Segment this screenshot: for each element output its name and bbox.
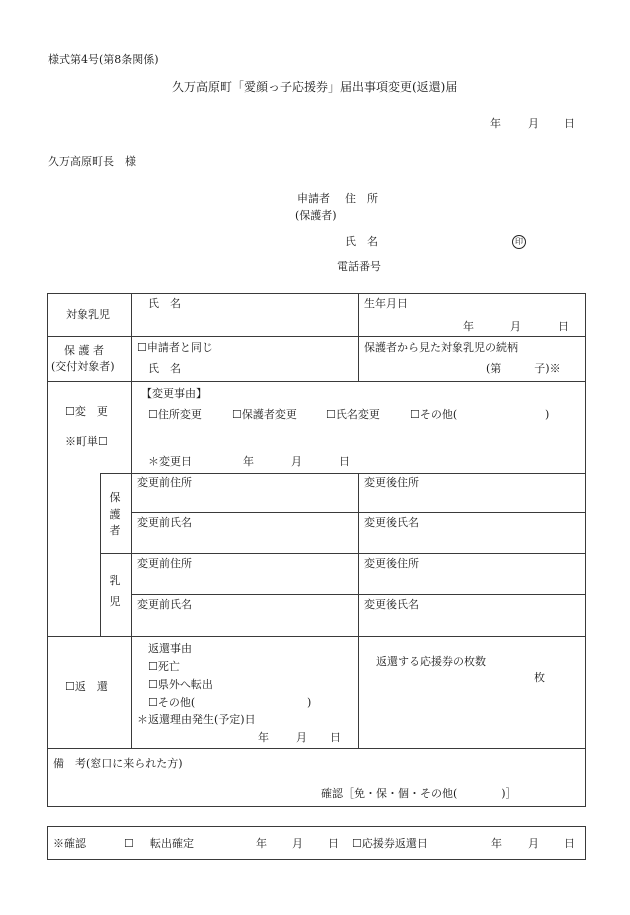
transfer-month: 月 — [292, 837, 303, 850]
remarks-label: 備 考(窓口に来られた方) — [53, 757, 183, 770]
ticket-count-label: 返還する応援券の枚数 — [376, 655, 486, 668]
return-occurrence-date-label: ＊返還理由発生(予定)日 — [137, 713, 256, 726]
return-checkbox[interactable]: ☐返 還 — [65, 680, 108, 693]
infant-before-name: 変更前氏名 — [137, 598, 192, 611]
change-date-day: 日 — [339, 455, 350, 468]
guardian-label: 保 護 者 — [64, 344, 104, 357]
address-change-checkbox[interactable]: ☐住所変更 — [148, 408, 202, 421]
guardian-section-label: 保護者 — [109, 491, 121, 537]
change-date-year: 年 — [243, 455, 254, 468]
ticket-returned-checkbox[interactable]: ☐応援券返還日 — [352, 837, 428, 850]
town-single-checkbox[interactable]: ※町単☐ — [65, 435, 108, 448]
transfer-day: 日 — [328, 837, 339, 850]
infant-after-address: 変更後住所 — [364, 557, 419, 570]
guardian-after-name: 変更後氏名 — [364, 516, 419, 529]
guardian-change-checkbox[interactable]: ☐保護者変更 — [232, 408, 297, 421]
seal-mark: 印 — [512, 235, 526, 249]
birth-label: 生年月日 — [364, 297, 408, 310]
return-other-checkbox[interactable]: ☐その他( — [148, 696, 196, 709]
applicant-label: 申請者 — [297, 192, 330, 205]
phone-label: 電話番号 — [337, 260, 381, 273]
death-checkbox[interactable]: ☐死亡 — [148, 660, 180, 673]
guardian-before-name: 変更前氏名 — [137, 516, 192, 529]
return-date-year: 年 — [258, 731, 269, 744]
applicant-name-label: 氏 名 — [345, 235, 378, 248]
birth-year: 年 — [463, 320, 474, 333]
infant-before-address: 変更前住所 — [137, 557, 192, 570]
infant-label: 対象乳児 — [66, 308, 110, 321]
transfer-checkbox[interactable]: ☐ — [124, 837, 134, 850]
date-year: 年 — [490, 117, 501, 130]
return-other-close: ) — [307, 696, 312, 709]
relation-label: 保護者から見た対象乳児の続柄 — [364, 341, 518, 354]
returned-day: 日 — [564, 837, 575, 850]
transfer-year: 年 — [256, 837, 267, 850]
guardian-before-address: 変更前住所 — [137, 476, 192, 489]
addressee: 久万高原町長 様 — [48, 155, 136, 168]
remarks-confirm: 確認［免・保・個・その他( )］ — [321, 787, 517, 800]
change-date-month: 月 — [291, 455, 302, 468]
guardian-sublabel: (交付対象者) — [51, 360, 115, 373]
return-date-day: 日 — [330, 731, 341, 744]
moved-out-checkbox[interactable]: ☐県外へ転出 — [148, 678, 213, 691]
date-month: 月 — [528, 117, 539, 130]
infant-section-label: 乳児 — [109, 574, 121, 608]
transfer-label: 転出確定 — [150, 837, 194, 850]
guardian-name-label: 氏 名 — [148, 362, 181, 375]
date-day: 日 — [564, 117, 575, 130]
relation-value: (第 子)※ — [486, 362, 561, 375]
footer-confirm-label: ※確認 — [53, 837, 86, 850]
other-change-checkbox[interactable]: ☐その他( — [410, 408, 458, 421]
other-change-close: ) — [545, 408, 550, 421]
infant-name-label: 氏 名 — [148, 297, 181, 310]
change-date-label: ＊変更日 — [148, 455, 192, 468]
ticket-unit: 枚 — [534, 671, 545, 684]
change-checkbox[interactable]: ☐変 更 — [65, 405, 108, 418]
returned-year: 年 — [491, 837, 502, 850]
birth-month: 月 — [510, 320, 521, 333]
returned-month: 月 — [528, 837, 539, 850]
birth-day: 日 — [558, 320, 569, 333]
same-as-applicant-checkbox[interactable]: ☐申請者と同じ — [137, 341, 213, 354]
guardian-note: (保護者) — [295, 209, 337, 222]
form-title: 久万高原町「愛顔っ子応援券」届出事項変更(返還)届 — [172, 80, 458, 94]
address-label: 住 所 — [345, 192, 378, 205]
return-date-month: 月 — [296, 731, 307, 744]
infant-after-name: 変更後氏名 — [364, 598, 419, 611]
name-change-checkbox[interactable]: ☐氏名変更 — [326, 408, 380, 421]
change-reason-heading: 【変更事由】 — [141, 387, 207, 400]
return-reason-heading: 返還事由 — [148, 642, 192, 655]
form-number: 様式第4号(第8条関係) — [48, 53, 159, 66]
guardian-after-address: 変更後住所 — [364, 476, 419, 489]
